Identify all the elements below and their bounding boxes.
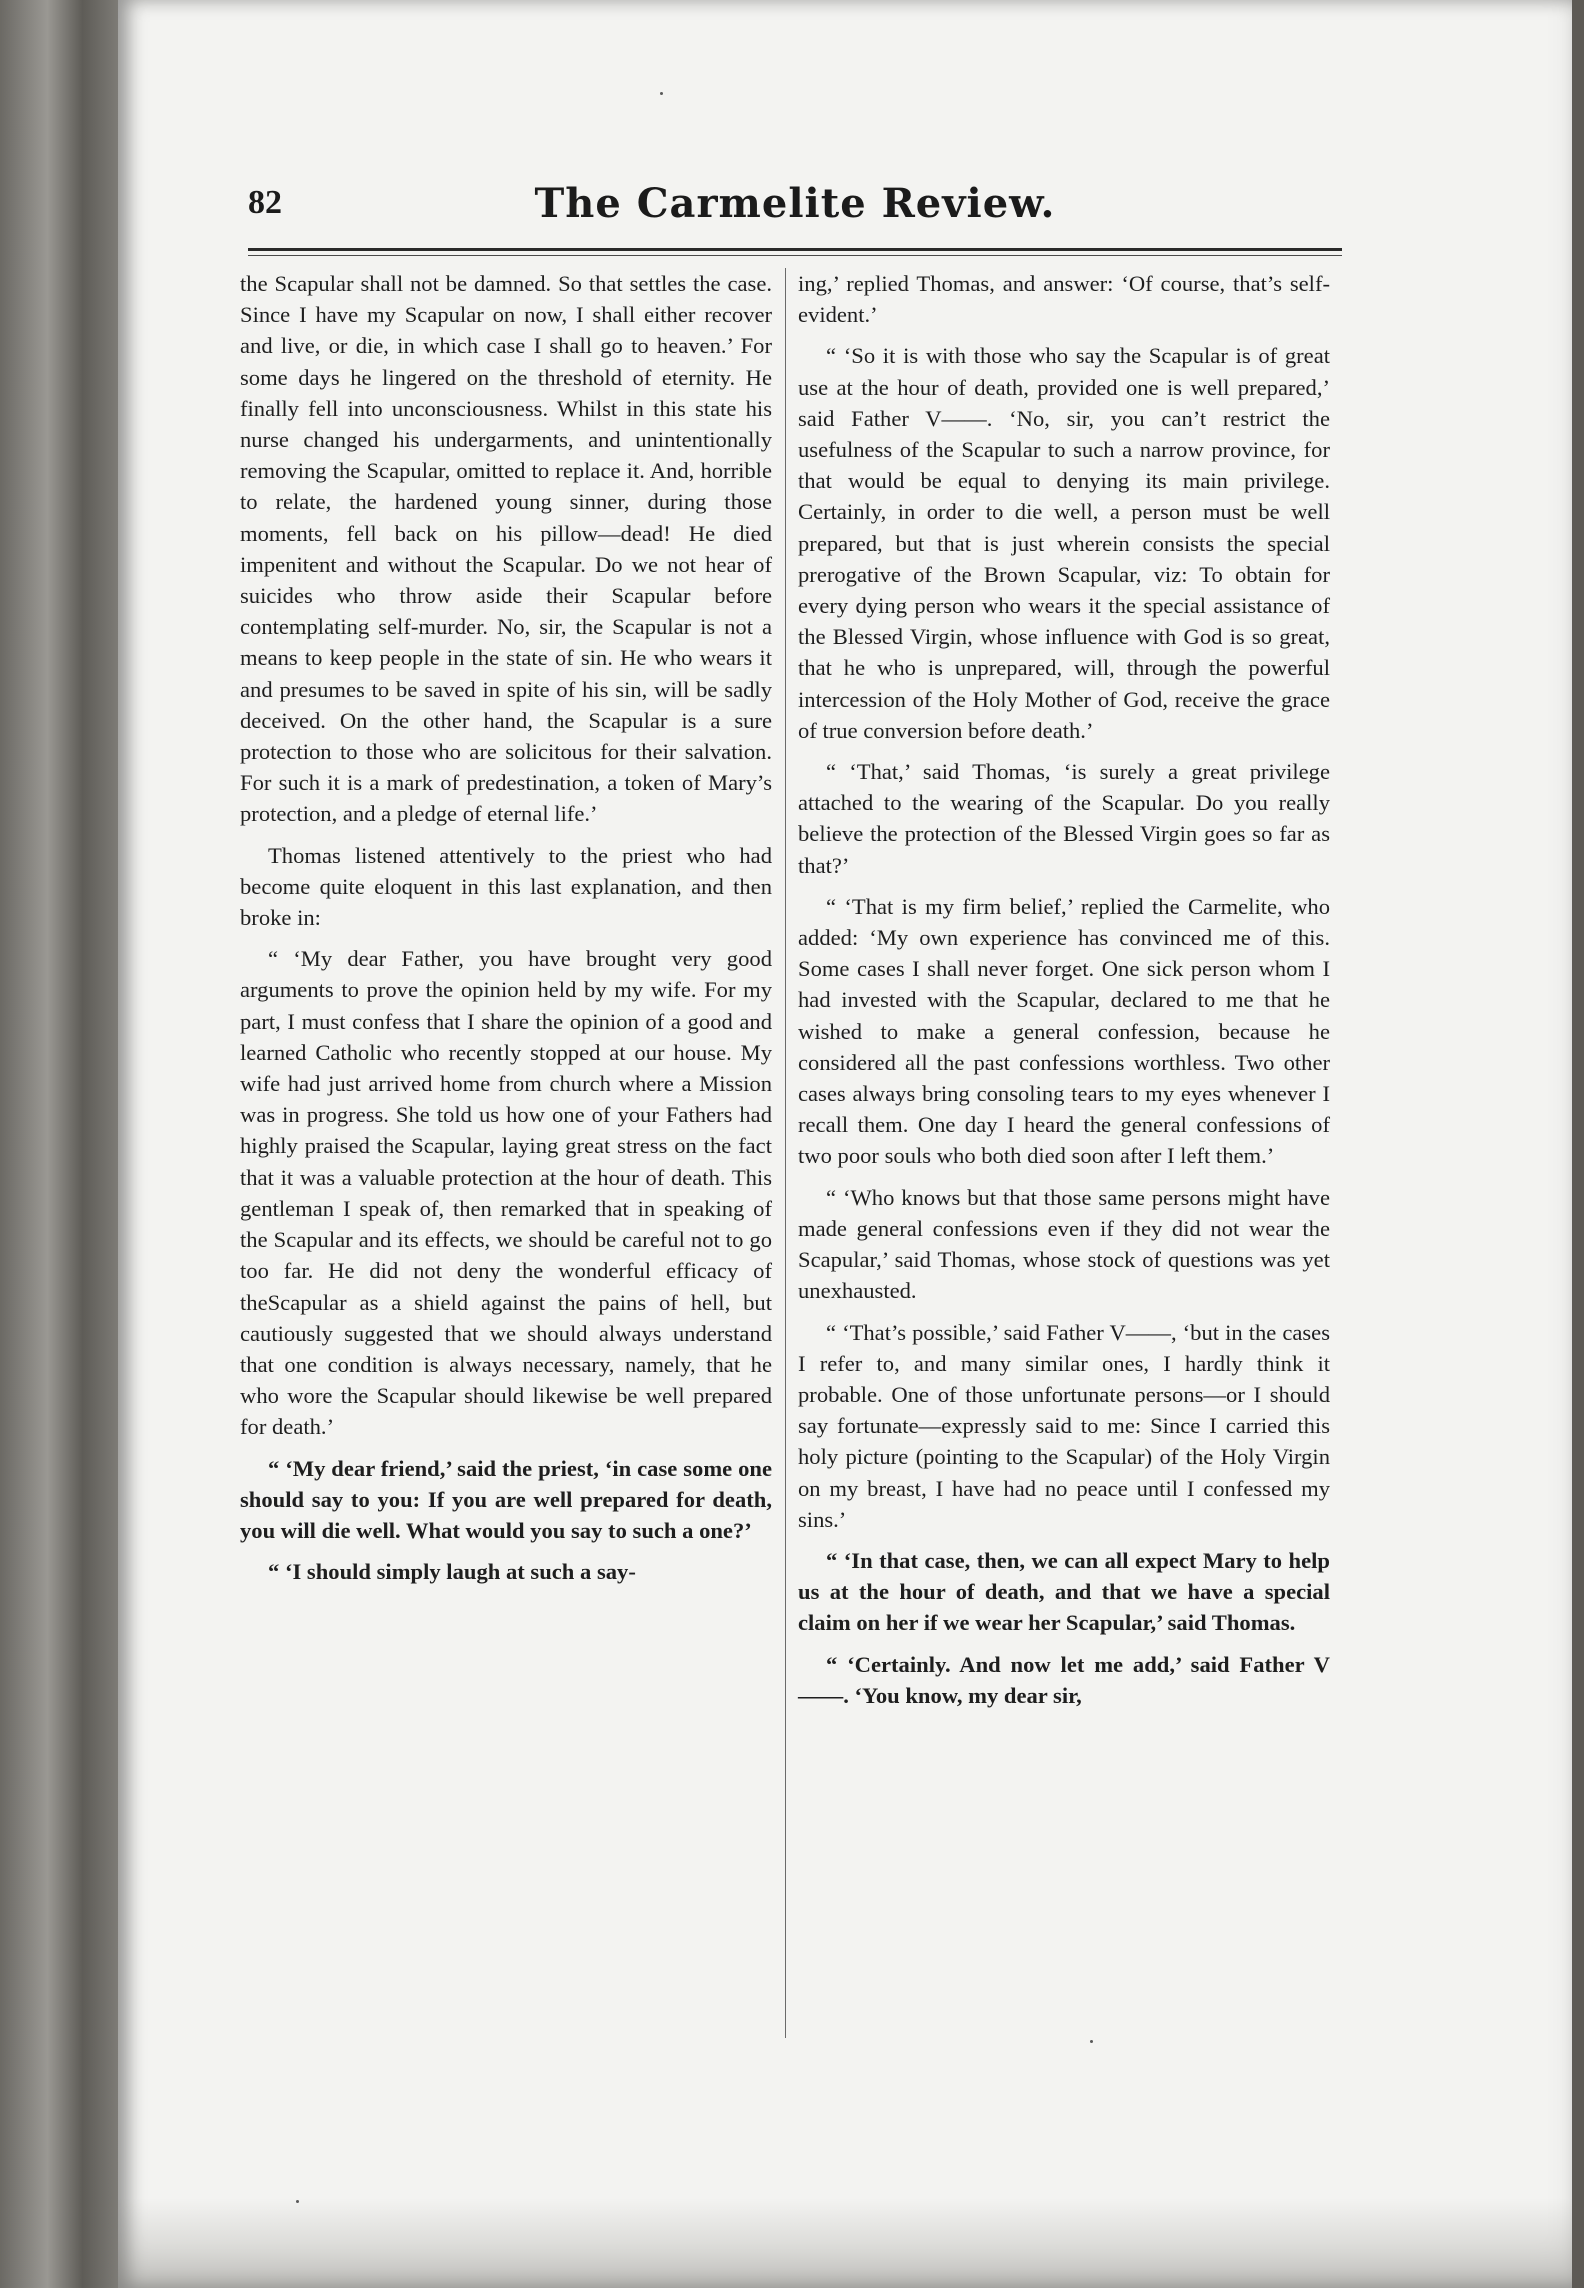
- right-paragraph-8: “ ‘Certainly. And now let me add,’ said Father V——. ‘You know, my dear sir,: [798, 1651, 1330, 1708]
- right-paragraph-5: “ ‘Who knows but that those same persons might have made general confessions even if they did not wear the Scapular,’ said Thomas, whose stock of questions was yet unexhausted.: [798, 1184, 1330, 1304]
- left-paragraph-4: “ ‘My dear friend,’ said the priest, ‘in case some one should say to you: If you are well prepared for death, you will die well. What would you say to such a one?’: [240, 1455, 772, 1543]
- left-column: [240, 268, 772, 2038]
- right-paragraph-3: “ ‘That,’ said Thomas, ‘is surely a great privilege attached to the wearing of the Scapular. Do you really believe the protection of the Blessed Virgin goes so far as that?’: [798, 759, 1330, 878]
- right-paragraph-4: “ ‘That is my firm belief,’ replied the Carmelite, who added: ‘My own experience has convinced me of this. Some cases I shall never forget. One sick person whom I had invested with the Scapular, declared to me that he wished to make a general confession, because he considered all the past confessions worthless. Two other cases always bring consoling tears to my eyes whenever I recall them. One day I heard the general confessions of two poor souls who both died soon after I left them.’: [798, 893, 1330, 1169]
- right-paragraph-2: “ ‘So it is with those who say the Scapular is of great use at the hour of death, provided one is well prepared,’ said Father V——. ‘No, sir, you can’t restrict the usefulness of the Scapular to such a narrow province, for that would be equal to denying its main privilege. Certainly, in order to die well, a person must be well prepared, but that is just wherein consists the special prerogative of the Brown Scapular, viz: To obtain for every dying person who wears it the special assistance of the Blessed Virgin, whose influence with God is so great, that he who is unprepared, will, through the powerful intercession of the Holy Mother of God, receive the grace of true conversion before death.’: [798, 343, 1330, 743]
- page-bottom-shadow: [118, 2198, 1572, 2288]
- left-paragraph-2: Thomas listened attentively to the priest who had become quite eloquent in this last explanation, and then broke in:: [240, 842, 772, 931]
- header-rule: [248, 248, 1342, 251]
- ink-speck: [1090, 2040, 1093, 2043]
- header-rule-thin: [248, 255, 1342, 256]
- right-paragraph-1: ing,’ replied Thomas, and answer: ‘Of course, that’s self-evident.’: [798, 271, 1330, 328]
- running-header: [248, 178, 1342, 240]
- right-paragraph-7: “ ‘In that case, then, we can all expect Mary to help us at the hour of death, and that we have a special claim on her if we wear her Scapular,’ said Thomas.: [798, 1547, 1330, 1636]
- right-column: [798, 268, 1330, 2038]
- left-paragraph-1: the Scapular shall not be damned. So that settles the case. Since I have my Scapular on now, I shall either recover and live, or die, in which case I shall go to heaven.’ For some days he lingered on the threshold of eternity. He finally fell into unconsciousness. Whilst in this state his nurse changed his undergarments, and unintentionally removing the Scapular, omitted to replace it. And, horrible to relate, the hardened young sinner, during those moments, fell back on his pillow—dead! He died impenitent and without the Scapular. Do we not hear of suicides who throw aside their Scapular before contemplating self-murder. No, sir, the Scapular is not a means to keep people in the state of sin. He who wears it and presumes to be saved in spite of his sin, will be sadly deceived. On the other hand, the Scapular is a sure protection to those who are solicitous for their salvation. For such it is a mark of predestination, a token of Mary’s protection, and a pledge of eternal life.’: [240, 271, 772, 827]
- ink-speck: [296, 2200, 299, 2203]
- column-divider: [785, 268, 786, 2038]
- journal-title: The Carmelite Review.: [534, 180, 1056, 227]
- page-number: 82: [248, 184, 282, 221]
- ink-speck: [660, 92, 663, 95]
- left-paragraph-3: “ ‘My dear Father, you have brought very good arguments to prove the opinion held by my wife. For my part, I must confess that I share the opinion of a good and learned Catholic who recently stopped at our house. My wife had just arrived home from church where a Mission was in progress. She told us how one of your Fathers had highly praised the Scapular, laying great stress on the fact that it was a valuable protection at the hour of death. This gentleman I speak of, then remarked that in speaking of the Scapular and its effects, we should be careful not to go too far. He did not deny the wonderful efficacy of theScapular as a shield against the pains of hell, but cautiously suggested that we should always understand that one condition is always necessary, namely, that he who wore the Scapular should likewise be well prepared for death.’: [240, 946, 772, 1440]
- book-binding: [0, 0, 118, 2288]
- left-paragraph-5: “ ‘I should simply laugh at such a say-: [268, 1559, 636, 1585]
- right-paragraph-6: “ ‘That’s possible,’ said Father V——, ‘but in the cases I refer to, and many similar ones, I hardly think it probable. One of those unfortunate persons—or I should say fortunate—expressly said to me: Since I carried this holy picture (pointing to the Scapular) of the Holy Virgin on my breast, I have had no peace until I confessed my sins.’: [798, 1319, 1330, 1532]
